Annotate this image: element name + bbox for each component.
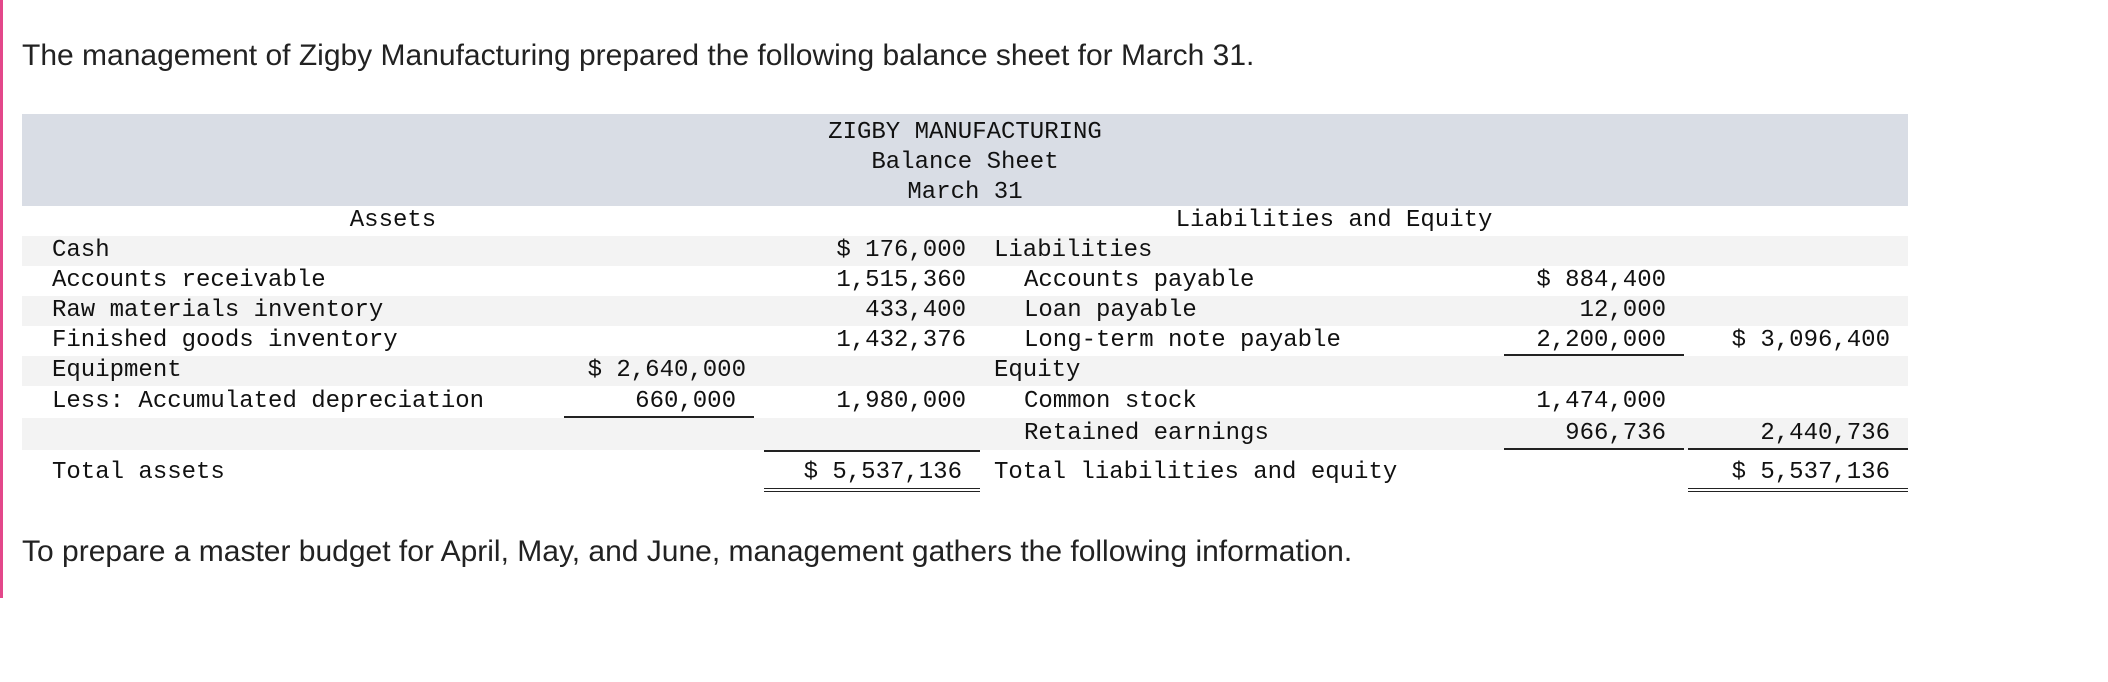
intro-paragraph: The management of Zigby Manufacturing prepared the following balance sheet for March 31. xyxy=(22,39,1255,72)
liability-total-value: $ 3,096,400 xyxy=(1731,327,1890,354)
asset-total-value: 433,400 xyxy=(865,297,966,324)
table-row xyxy=(22,236,1908,266)
table-row xyxy=(22,356,1908,386)
liability-label: Long-term note payable xyxy=(1024,327,1341,354)
asset-total-value: $ 176,000 xyxy=(836,237,966,264)
asset-total-value: 1,432,376 xyxy=(836,327,966,354)
asset-detail-value: 660,000 xyxy=(564,386,754,418)
equity-detail-value: 1,474,000 xyxy=(1536,388,1666,415)
liability-detail-value: 12,000 xyxy=(1579,297,1666,324)
liability-label: Liabilities xyxy=(994,237,1153,264)
table-row xyxy=(22,266,1908,296)
table-row xyxy=(22,386,1908,418)
liability-detail-value: $ 884,400 xyxy=(1536,267,1666,294)
outro-paragraph: To prepare a master budget for April, May, and June, management gathers the following information. xyxy=(22,535,1353,568)
liability-label: Loan payable xyxy=(1024,297,1197,324)
total-liabilities-equity-label: Total liabilities and equity xyxy=(994,459,1398,486)
liability-detail-value: 2,200,000 xyxy=(1504,326,1684,356)
asset-label: Raw materials inventory xyxy=(52,297,384,324)
table-row xyxy=(22,296,1908,326)
asset-label: Less: Accumulated depreciation xyxy=(52,388,485,415)
asset-total-value: 1,980,000 xyxy=(836,388,966,415)
table-row xyxy=(22,418,1908,450)
liability-label: Accounts payable xyxy=(1024,267,1255,294)
balance-sheet xyxy=(22,114,1908,492)
liabilities-equity-header: Liabilities and Equity xyxy=(1175,207,1493,234)
asset-subtotal-rule xyxy=(764,418,980,452)
asset-detail-value: $ 2,640,000 xyxy=(587,357,746,384)
table-row xyxy=(22,326,1908,356)
equity-label: Common stock xyxy=(1024,388,1197,415)
equity-total-value: 2,440,736 xyxy=(1688,418,1908,450)
equity-label: Equity xyxy=(994,357,1081,384)
asset-label: Cash xyxy=(52,237,110,264)
equity-label: Retained earnings xyxy=(1024,420,1269,447)
asset-label: Finished goods inventory xyxy=(52,327,398,354)
balance-sheet-header xyxy=(22,114,1908,206)
company-name: ZIGBY MANUFACTURING xyxy=(828,119,1102,146)
statement-title: Balance Sheet xyxy=(871,149,1059,176)
asset-label: Equipment xyxy=(52,357,182,384)
left-accent-bar xyxy=(0,0,3,598)
statement-date: March 31 xyxy=(907,179,1023,206)
total-assets-value: $ 5,537,136 xyxy=(764,454,980,492)
total-liabilities-equity-value: $ 5,537,136 xyxy=(1688,454,1908,492)
equity-detail-value: 966,736 xyxy=(1504,418,1684,450)
asset-total-value: 1,515,360 xyxy=(836,267,966,294)
section-headers-row xyxy=(22,206,1908,236)
totals-row xyxy=(22,454,1908,492)
asset-label: Accounts receivable xyxy=(52,267,326,294)
total-assets-label: Total assets xyxy=(52,459,225,486)
assets-header: Assets xyxy=(349,207,437,234)
